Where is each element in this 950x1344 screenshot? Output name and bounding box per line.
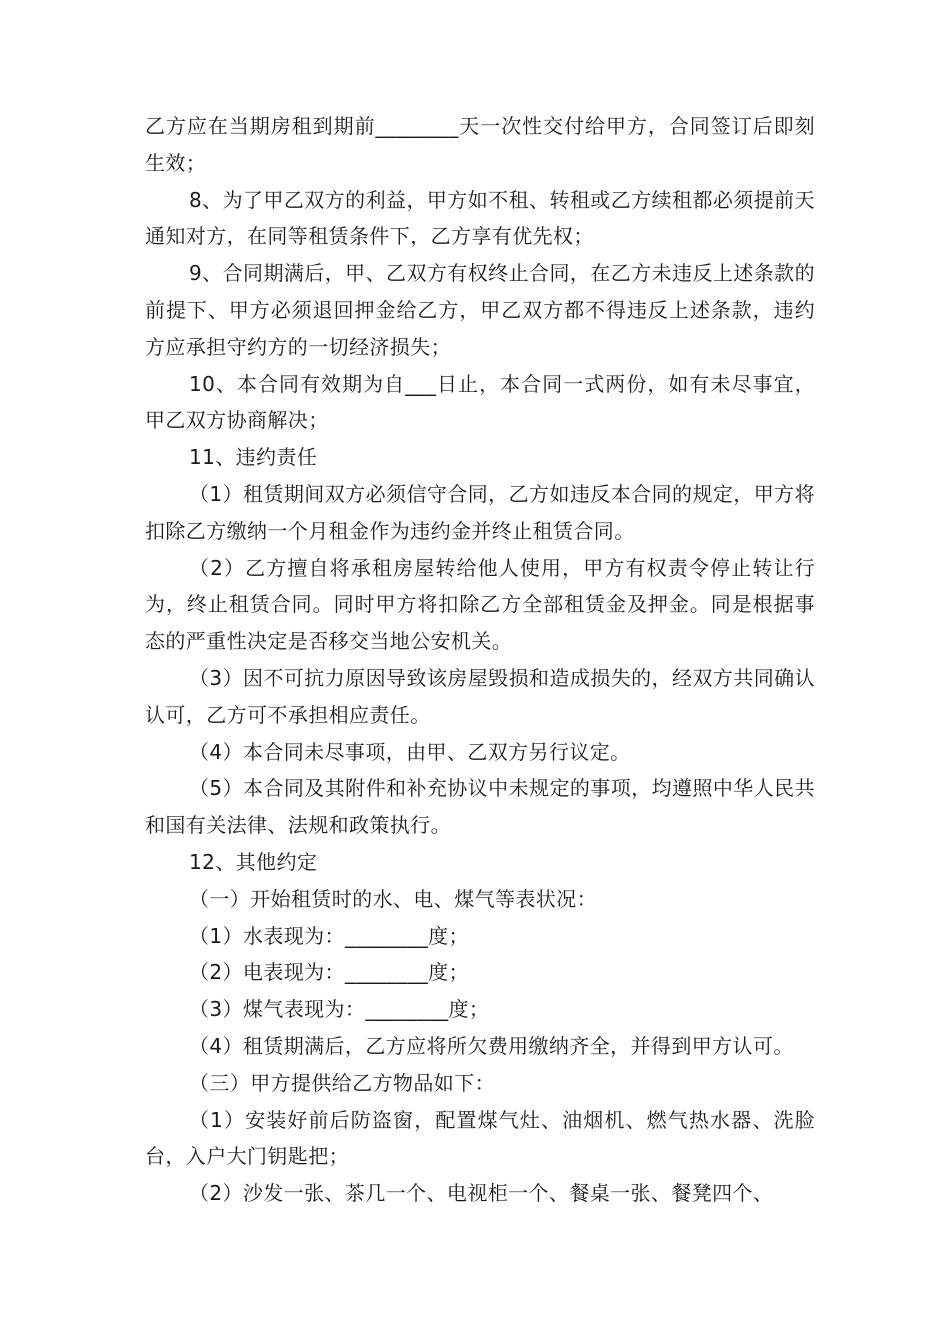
paragraph-electric-meter: （2）电表现为：________度； bbox=[189, 960, 469, 985]
paragraph-clause-11-4: （4）本合同未尽事项，由甲、乙双方另行议定。 bbox=[189, 739, 631, 764]
heading-clause-11: 11、违约责任 bbox=[189, 445, 318, 470]
paragraph-clause-11-3: （3）因不可抗力原因导致该房屋毁损和造成损失的，经双方共同确认认可，乙方可不承担相应责任。 bbox=[145, 665, 815, 727]
paragraph-clause-11-5: （5）本合同及其附件和补充协议中未规定的事项，均遵照中华人民共和国有关法律、法规和政策执行。 bbox=[145, 776, 815, 838]
paragraph-items-2: （2）沙发一张、茶几一个、电视柜一个、餐桌一张、餐凳四个、 bbox=[189, 1181, 774, 1206]
heading-clause-12: 12、其他约定 bbox=[189, 849, 318, 874]
paragraph-payment-deadline: 乙方应在当期房租到期前________天一次性交付给甲方，合同签订后即刻生效； bbox=[145, 114, 815, 175]
paragraph-items-1: （1）安装好前后防盗窗，配置煤气灶、油烟机、燃气热水器、洗脸台，入户大门钥匙把； bbox=[145, 1107, 815, 1169]
paragraph-clause-10: 10、本合同有效期为自___日止，本合同一式两份，如有未尽事宜，甲乙双方协商解决； bbox=[145, 371, 815, 433]
paragraph-gas-meter: （3）煤气表现为：________度； bbox=[189, 997, 490, 1022]
paragraph-clause-9: 9、合同期满后，甲、乙双方有权终止合同，在乙方未违反上述条款的前提下、甲方必须退回押金给乙方，甲乙双方都不得违反上述条款，违约方应承担守约方的一切经济损失； bbox=[145, 261, 815, 359]
paragraph-clause-11-1: （1）租赁期间双方必须信守合同，乙方如违反本合同的规定，甲方将扣除乙方缴纳一个月租金作为违约金并终止租赁合同。 bbox=[145, 481, 815, 543]
paragraph-clause-12-a: （一）开始租赁时的水、电、煤气等表状况： bbox=[189, 886, 597, 911]
paragraph-fees-settlement: （4）租赁期满后，乙方应将所欠费用缴纳齐全，并得到甲方认可。 bbox=[189, 1033, 794, 1058]
document-body bbox=[145, 108, 815, 1212]
paragraph-clause-8: 8、为了甲乙双方的利益，甲方如不租、转租或乙方续租都必须提前天通知对方，在同等租赁条件下，乙方享有优先权； bbox=[145, 187, 815, 249]
paragraph-water-meter: （1）水表现为：________度； bbox=[189, 923, 469, 948]
paragraph-clause-12-c: （三）甲方提供给乙方物品如下： bbox=[189, 1070, 495, 1095]
paragraph-clause-11-2: （2）乙方擅自将承租房屋转给他人使用，甲方有权责令停止转让行为，终止租赁合同。同时甲方将扣除乙方全部租赁金及押金。同是根据事态的严重性决定是否移交当地公安机关。 bbox=[145, 555, 815, 654]
